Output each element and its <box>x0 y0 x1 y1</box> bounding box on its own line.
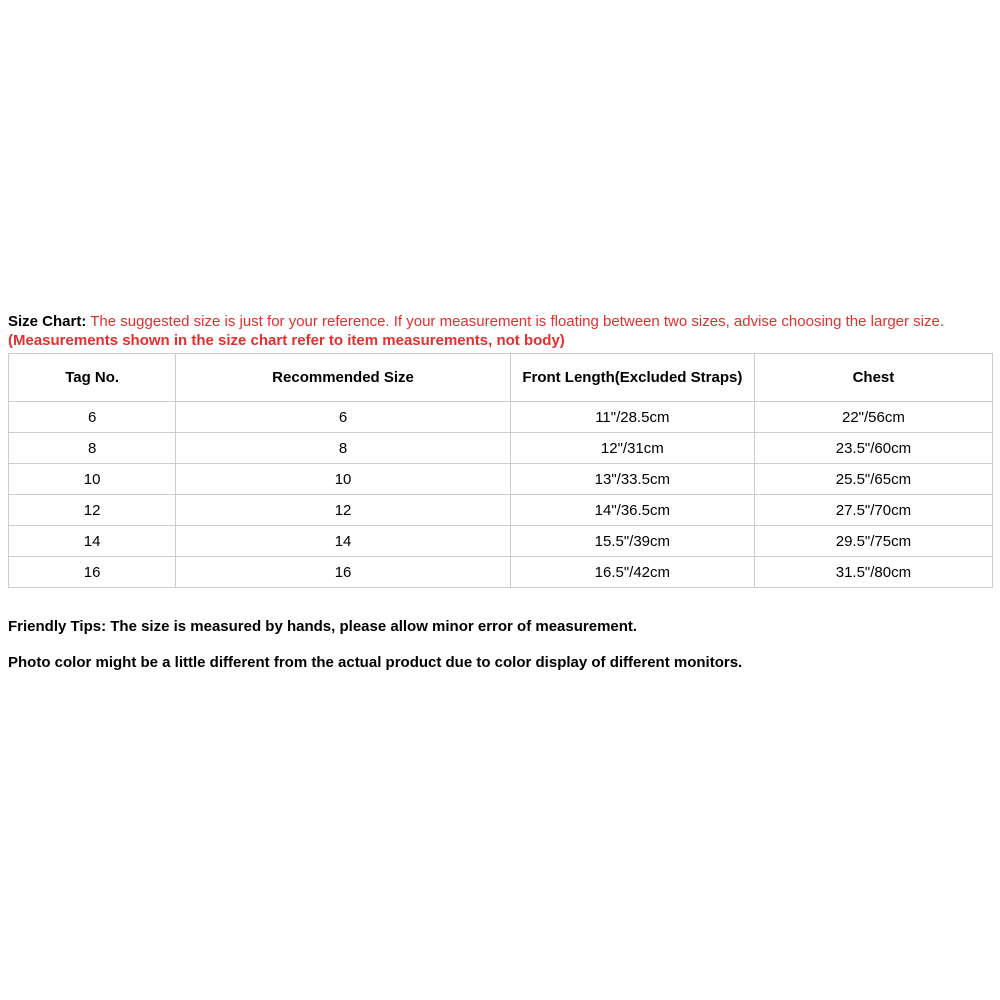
table-cell: 13"/33.5cm <box>510 464 754 495</box>
table-cell: 22"/56cm <box>754 402 992 433</box>
table-cell: 6 <box>176 402 511 433</box>
table-cell: 12"/31cm <box>510 433 754 464</box>
table-row <box>9 557 993 588</box>
table-row <box>9 402 993 433</box>
size-table <box>8 353 993 588</box>
table-cell: 10 <box>9 464 176 495</box>
table-row <box>9 526 993 557</box>
measurement-note: (Measurements shown in the size chart refer to item measurements, not body) <box>8 332 565 349</box>
table-cell: 12 <box>9 495 176 526</box>
table-row <box>9 433 993 464</box>
table-row <box>9 464 993 495</box>
table-cell: 10 <box>176 464 511 495</box>
friendly-tips: Friendly Tips: The size is measured by hands, please allow minor error of measurement. <box>8 618 638 635</box>
column-header: Chest <box>754 354 992 402</box>
size-table-body <box>9 402 993 588</box>
table-cell: 11"/28.5cm <box>510 402 754 433</box>
column-header: Tag No. <box>9 354 176 402</box>
table-cell: 12 <box>176 495 511 526</box>
size-chart-intro <box>8 312 993 331</box>
table-cell: 15.5"/39cm <box>510 526 754 557</box>
table-cell: 25.5"/65cm <box>754 464 992 495</box>
table-cell: 8 <box>176 433 511 464</box>
size-table-header-row <box>9 354 993 402</box>
column-header: Front Length(Excluded Straps) <box>510 354 754 402</box>
table-cell: 16.5"/42cm <box>510 557 754 588</box>
size-chart-section <box>8 312 993 672</box>
table-cell: 16 <box>176 557 511 588</box>
photo-color-note: Photo color might be a little different from the actual product due to color display of different monitors. <box>8 654 743 671</box>
table-cell: 6 <box>9 402 176 433</box>
table-cell: 8 <box>9 433 176 464</box>
table-cell: 14 <box>9 526 176 557</box>
table-cell: 31.5"/80cm <box>754 557 992 588</box>
table-cell: 14 <box>176 526 511 557</box>
table-cell: 16 <box>9 557 176 588</box>
table-cell: 27.5"/70cm <box>754 495 992 526</box>
table-row <box>9 495 993 526</box>
table-cell: 29.5"/75cm <box>754 526 992 557</box>
size-chart-label: Size Chart: <box>8 313 87 330</box>
column-header: Recommended Size <box>176 354 511 402</box>
table-cell: 23.5"/60cm <box>754 433 992 464</box>
size-suggestion-note: The suggested size is just for your reference. If your measurement is floating between two sizes, advise choosing the larger size. <box>90 313 945 330</box>
table-cell: 14"/36.5cm <box>510 495 754 526</box>
